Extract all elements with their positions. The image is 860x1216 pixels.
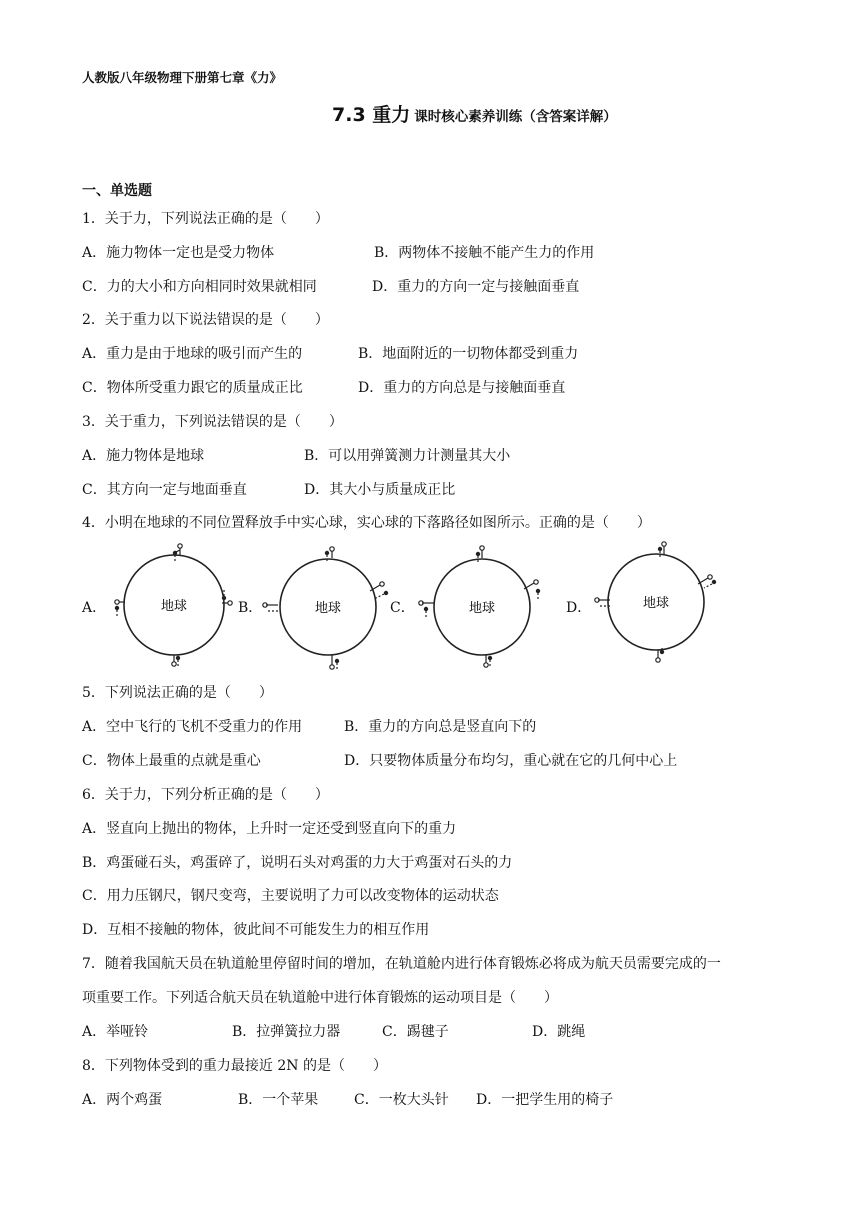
question-1-stem: 1．关于力，下列说法正确的是（ ）: [82, 211, 329, 227]
person-left: [263, 603, 278, 611]
earth-label: 地球: [314, 601, 342, 616]
question-3-option-a: A．施力物体是地球: [82, 448, 205, 464]
question-1-option-c: C．力的大小和方向相同时效果就相同: [82, 279, 317, 295]
question-7-option-b: B．拉弹簧拉力器: [232, 1024, 341, 1040]
person-top: [173, 544, 182, 561]
question-2-option-c: C．物体所受重力跟它的质量成正比: [82, 380, 303, 396]
earth-label: 地球: [160, 599, 188, 614]
question-7-option-a: A．举哑铃: [82, 1024, 149, 1040]
question-6-option-c: C．用力压钢尺，钢尺变弯，主要说明了力可以改变物体的运动状态: [82, 888, 499, 904]
question-8-option-b: B．一个苹果: [238, 1092, 319, 1108]
earth-diagram-b: [262, 545, 397, 670]
question-1-option-b: B．两物体不接触不能产生力的作用: [374, 245, 595, 261]
earth-diagram-d: [592, 540, 722, 670]
person-bottom: [656, 646, 664, 662]
earth-diagram-c: [418, 545, 553, 670]
question-4-stem: 4．小明在地球的不同位置释放手中实心球，实心球的下落路径如图所示。正确的是（ ）: [82, 515, 651, 531]
question-7-option-c: C．踢毽子: [382, 1024, 449, 1040]
question-6-option-d: D．互相不接触的物体，彼此间不可能发生力的相互作用: [82, 922, 430, 938]
figure-label-b: B．: [238, 600, 263, 616]
question-6-option-b: B．鸡蛋碰石头，鸡蛋碎了，说明石头对鸡蛋的力大于鸡蛋对石头的力: [82, 855, 513, 871]
question-1-option-d: D．重力的方向一定与接触面垂直: [372, 279, 580, 295]
question-1-option-a: A．施力物体一定也是受力物体: [82, 245, 275, 261]
question-8-option-a: A．两个鸡蛋: [82, 1092, 163, 1108]
title-main: 7.3 重力: [332, 104, 411, 126]
person-bottom: [172, 655, 180, 668]
question-3-stem: 3．关于重力，下列说法错误的是（ ）: [82, 414, 343, 430]
question-5-stem: 5．下列说法正确的是（ ）: [82, 685, 273, 701]
question-5-option-a: A．空中飞行的飞机不受重力的作用: [82, 719, 303, 735]
person-bottom: [330, 655, 339, 669]
question-2-option-a: A．重力是由于地球的吸引而产生的: [82, 346, 303, 362]
question-7-stem-line-2: 项重要工作。下列适合航天员在轨道舱中进行体育锻炼的运动项目是（ ）: [82, 990, 558, 1006]
question-3-option-c: C．其方向一定与地面垂直: [82, 482, 247, 498]
earth-label: 地球: [468, 601, 496, 616]
question-6-stem: 6．关于力，下列分析正确的是（ ）: [82, 787, 329, 803]
person-bottom: [484, 655, 492, 668]
question-6-option-a: A．竖直向上抛出的物体，上升时一定还受到竖直向下的重力: [82, 821, 457, 837]
page-title: [332, 100, 617, 127]
person-left: [419, 601, 434, 619]
figure-label-a: A．: [82, 600, 107, 616]
question-2-option-b: B．地面附近的一切物体都受到重力: [358, 346, 579, 362]
person-right: [222, 590, 232, 605]
question-5-option-d: D．只要物体质量分布均匀，重心就在它的几何中心上: [344, 753, 678, 769]
figure-label-c: C．: [390, 600, 415, 616]
question-3-option-d: D．其大小与质量成正比: [304, 482, 456, 498]
document-header: 人教版八年级物理下册第七章《力》: [82, 70, 283, 85]
question-5-option-b: B．重力的方向总是竖直向下的: [344, 719, 537, 735]
figure-label-d: D．: [566, 600, 592, 616]
question-8-option-d: D．一把学生用的椅子: [476, 1092, 614, 1108]
question-7-option-d: D．跳绳: [532, 1024, 586, 1040]
question-2-stem: 2．关于重力以下说法错误的是（ ）: [82, 312, 329, 328]
question-3-option-b: B．可以用弹簧测力计测量其大小: [304, 448, 511, 464]
question-8-stem: 8．下列物体受到的重力最接近 2N 的是（ ）: [82, 1058, 387, 1074]
question-7-stem-line-1: 7．随着我国航天员在轨道舱里停留时间的增加，在轨道舱内进行体育锻炼必将成为航天员需要完成的一: [82, 956, 721, 972]
person-left: [595, 598, 612, 606]
earth-diagram-a: [110, 540, 240, 670]
earth-label: 地球: [642, 596, 670, 611]
title-subtitle: 课时核心素养训练（含答案详解）: [414, 109, 617, 125]
question-8-option-c: C．一枚大头针: [354, 1092, 449, 1108]
question-2-option-d: D．重力的方向总是与接触面垂直: [358, 380, 566, 396]
section-heading: 一、单选题: [82, 183, 152, 199]
question-5-option-c: C．物体上最重的点就是重心: [82, 753, 261, 769]
